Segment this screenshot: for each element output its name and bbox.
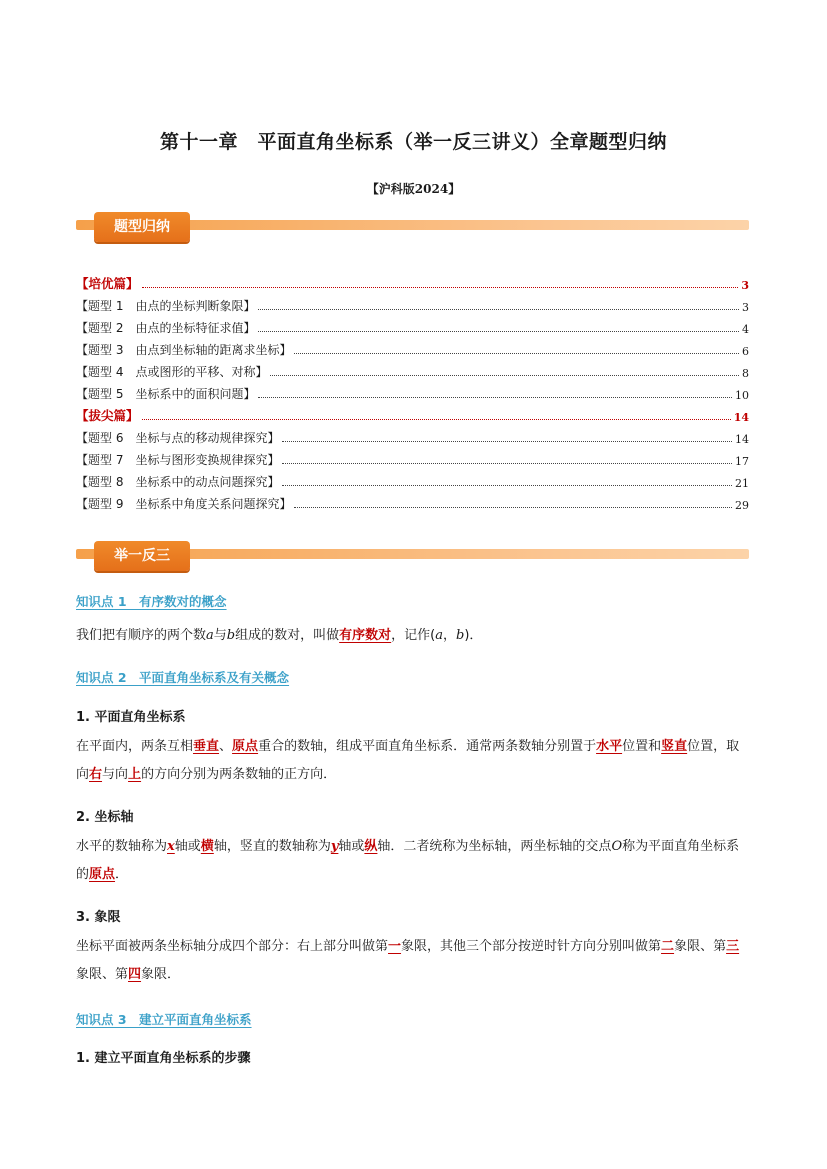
kp2-title: 知识点 2 平面直角坐标系及有关概念 bbox=[76, 670, 290, 685]
toc-page-number: 14 bbox=[733, 411, 749, 424]
keyword: 三 bbox=[726, 939, 740, 954]
toc-page-number: 3 bbox=[742, 301, 749, 314]
edition-label: 【沪科版2024】 bbox=[366, 182, 461, 196]
toc-leader-dots bbox=[258, 309, 739, 310]
text: ， bbox=[443, 628, 457, 643]
toc-page-number: 8 bbox=[742, 367, 749, 380]
text: 位置，取向 bbox=[76, 739, 740, 782]
text: 坐标平面被两条坐标轴分成四个部分：右上部分叫做第 bbox=[76, 939, 389, 954]
var-x: x bbox=[167, 839, 175, 854]
banner-toc-tab: 题型归纳 bbox=[94, 212, 190, 242]
text: 组成的数对，叫做 bbox=[235, 628, 340, 643]
keyword: 有序数对 bbox=[339, 628, 392, 643]
kp2-heading-3: 3. 象限 bbox=[76, 910, 121, 925]
toc-page-number: 14 bbox=[735, 433, 749, 446]
toc-item-link[interactable] bbox=[76, 292, 749, 314]
var-o: O bbox=[611, 839, 623, 854]
text: 位置和 bbox=[622, 739, 662, 754]
toc-leader-dots bbox=[270, 375, 739, 376]
toc-item-link[interactable] bbox=[76, 468, 749, 490]
keyword: 二 bbox=[661, 939, 675, 954]
keyword: 原点 bbox=[232, 739, 259, 754]
var-y: y bbox=[330, 839, 339, 854]
text: 轴，竖直的数轴称为 bbox=[213, 839, 331, 854]
toc-label: 【题型 5 坐标系中的面积问题】 bbox=[76, 387, 256, 401]
var-a: a bbox=[435, 628, 443, 643]
var-b: b bbox=[226, 628, 236, 643]
toc-item-link[interactable] bbox=[76, 336, 749, 358]
toc-label: 【题型 1 由点的坐标判断象限】 bbox=[76, 299, 256, 313]
text: 我们把有顺序的两个数 bbox=[76, 628, 207, 643]
toc-label: 【拔尖篇】 bbox=[76, 408, 139, 423]
kp2-heading-2: 2. 坐标轴 bbox=[76, 810, 134, 825]
toc-leader-dots bbox=[258, 331, 739, 332]
toc-label: 【题型 2 由点的坐标特征求值】 bbox=[76, 321, 256, 335]
text: 称为平面直角坐标系的 bbox=[76, 839, 740, 882]
keyword: 竖直 bbox=[661, 739, 688, 754]
banner-main-tab: 举一反三 bbox=[94, 541, 190, 571]
kp2-heading-1: 1. 平面直角坐标系 bbox=[76, 710, 186, 725]
kp3-title: 知识点 3 建立平面直角坐标系 bbox=[76, 1012, 252, 1027]
banner-toc bbox=[76, 212, 749, 238]
toc-item-link[interactable] bbox=[76, 490, 749, 512]
keyword: 原点 bbox=[89, 867, 116, 882]
toc-label: 【题型 6 坐标与点的移动规律探究】 bbox=[76, 431, 280, 445]
toc-page-number: 29 bbox=[735, 499, 749, 512]
keyword: 纵 bbox=[364, 839, 378, 854]
keyword: 上 bbox=[128, 767, 142, 782]
text: 水平的数轴称为 bbox=[76, 839, 168, 854]
text: 轴或 bbox=[338, 839, 365, 854]
kp1-paragraph bbox=[76, 622, 752, 650]
keyword: 右 bbox=[89, 767, 103, 782]
toc-leader-dots bbox=[294, 507, 732, 508]
text: 与向 bbox=[102, 767, 129, 782]
toc-page-number: 21 bbox=[735, 477, 749, 490]
toc-label: 【题型 3 由点到坐标轴的距离求坐标】 bbox=[76, 343, 292, 357]
toc-section-link[interactable] bbox=[76, 270, 749, 292]
kp2-paragraph-1 bbox=[76, 733, 752, 789]
table-of-contents bbox=[76, 270, 749, 512]
toc-leader-dots bbox=[258, 397, 732, 398]
banner-main bbox=[76, 541, 749, 567]
text: 轴．二者统称为坐标轴，两坐标轴的交点 bbox=[377, 839, 612, 854]
toc-label: 【培优篇】 bbox=[76, 276, 139, 291]
kp2-paragraph-3 bbox=[76, 933, 752, 989]
text: 象限、第 bbox=[674, 939, 727, 954]
toc-item-link[interactable] bbox=[76, 380, 749, 402]
page-title: 第十一章 平面直角坐标系（举一反三讲义）全章题型归纳 bbox=[159, 131, 667, 153]
var-b: b bbox=[456, 628, 465, 643]
keyword: 一 bbox=[388, 939, 402, 954]
toc-label: 【题型 7 坐标与图形变换规律探究】 bbox=[76, 453, 280, 467]
keyword: 水平 bbox=[596, 739, 623, 754]
keyword: 横 bbox=[200, 839, 214, 854]
toc-item-link[interactable] bbox=[76, 446, 749, 468]
toc-item-link[interactable] bbox=[76, 424, 749, 446]
kp2-paragraph-2 bbox=[76, 833, 752, 889]
text: 的方向分别为两条数轴的正方向． bbox=[141, 767, 337, 782]
text: 、 bbox=[219, 739, 233, 754]
keyword: 垂直 bbox=[193, 739, 220, 754]
toc-page-number: 3 bbox=[741, 279, 749, 292]
toc-leader-dots bbox=[282, 441, 732, 442]
var-a: a bbox=[206, 628, 214, 643]
keyword: 四 bbox=[128, 967, 142, 982]
text: 轴或 bbox=[174, 839, 201, 854]
text: 象限． bbox=[141, 967, 181, 982]
toc-page-number: 17 bbox=[735, 455, 749, 468]
text: 象限、第 bbox=[76, 967, 129, 982]
text: 与 bbox=[213, 628, 227, 643]
toc-leader-dots bbox=[282, 463, 732, 464]
kp3-heading-1: 1. 建立平面直角坐标系的步骤 bbox=[76, 1051, 251, 1066]
toc-section-link[interactable] bbox=[76, 402, 749, 424]
text: ，记作( bbox=[391, 628, 436, 643]
toc-label: 【题型 4 点或图形的平移、对称】 bbox=[76, 365, 268, 379]
text: 象限，其他三个部分按逆时针方向分别叫做第 bbox=[401, 939, 662, 954]
text: 重合的数轴，组成平面直角坐标系．通常两条数轴分别置于 bbox=[258, 739, 597, 754]
toc-page-number: 10 bbox=[735, 389, 749, 402]
kp1-title: 知识点 1 有序数对的概念 bbox=[76, 594, 227, 609]
toc-item-link[interactable] bbox=[76, 358, 749, 380]
toc-leader-dots bbox=[142, 419, 731, 420]
toc-leader-dots bbox=[282, 485, 732, 486]
toc-page-number: 6 bbox=[742, 345, 749, 358]
toc-label: 【题型 8 坐标系中的动点问题探究】 bbox=[76, 475, 280, 489]
toc-leader-dots bbox=[142, 287, 739, 288]
toc-label: 【题型 9 坐标系中角度关系问题探究】 bbox=[76, 497, 292, 511]
toc-leader-dots bbox=[294, 353, 739, 354]
text: 在平面内，两条互相 bbox=[76, 739, 194, 754]
text: ． bbox=[115, 867, 129, 882]
toc-page-number: 4 bbox=[742, 323, 749, 336]
toc-item-link[interactable] bbox=[76, 314, 749, 336]
text: )． bbox=[464, 628, 483, 643]
